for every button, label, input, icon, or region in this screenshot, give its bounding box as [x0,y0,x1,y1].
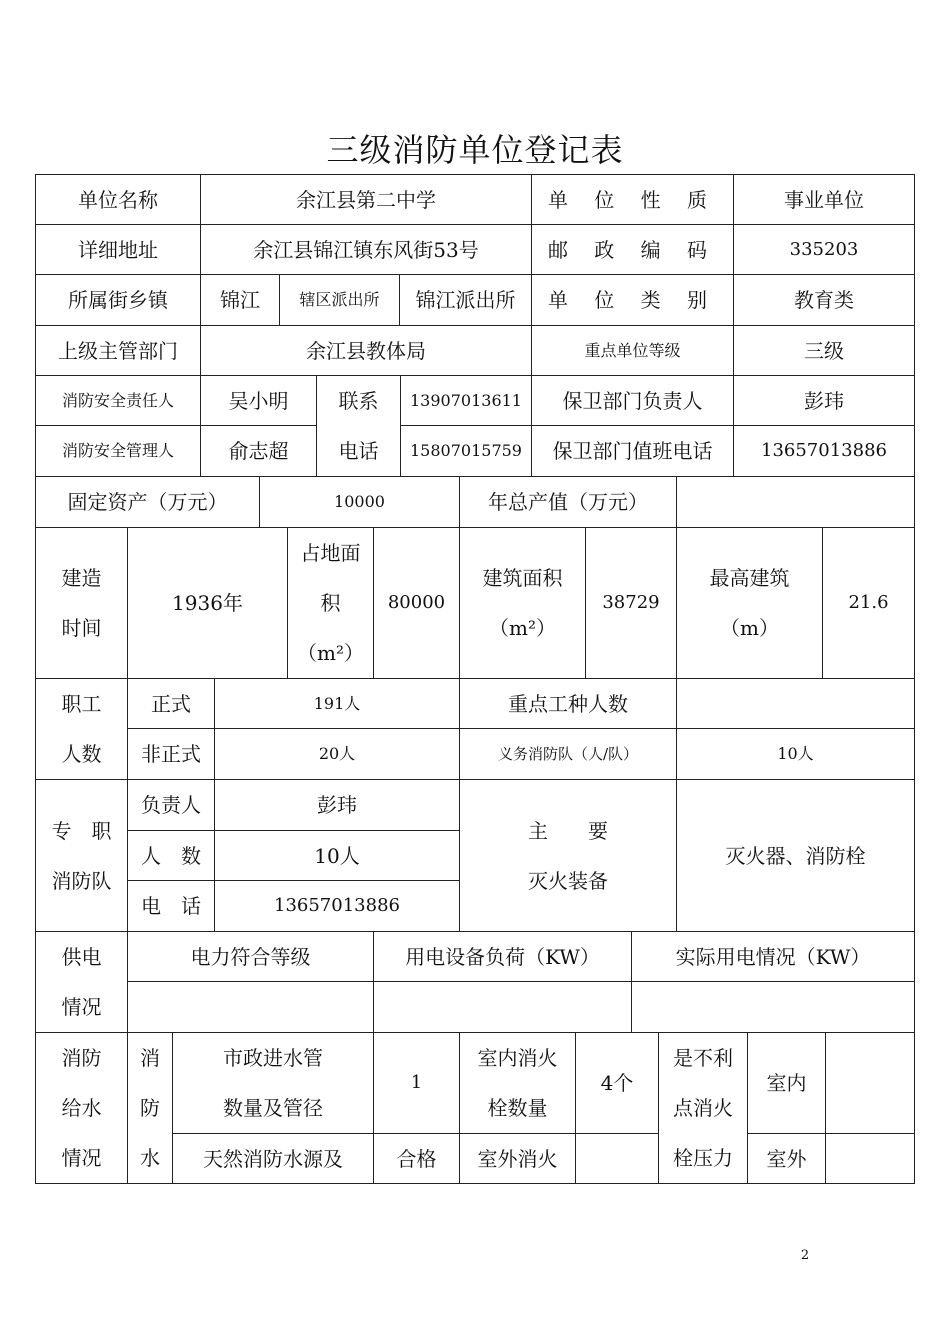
unit-type-value: 教育类 [733,274,915,326]
informal-label: 非正式 [127,728,215,780]
indoor-hydrant-label: 室内消火 栓数量 [459,1032,576,1134]
pressure-label: 是不利 点消火 栓压力 [658,1032,748,1184]
pipe-value: 1 [373,1032,460,1134]
team-count-value: 10人 [214,830,460,881]
police-value: 锦江派出所 [399,274,532,326]
team-label: 专 职 消防队 [35,779,128,932]
outdoor-hydrant-value [575,1133,659,1184]
team-phone-value: 13657013886 [214,880,460,932]
outdoor-label: 室外 [747,1133,826,1184]
staff-label: 职工 人数 [35,678,128,780]
postcode-value: 335203 [733,224,915,275]
postcode-label: 邮 政 编 码 [531,224,734,275]
formal-value: 191人 [214,678,460,729]
team-head-label: 负责人 [127,779,215,831]
fixed-assets-label: 固定资产（万元） [35,476,260,528]
annual-output-value [676,476,915,528]
natural-label: 天然消防水源及 [172,1133,374,1184]
power-load-value [373,981,632,1033]
land-area-value: 80000 [373,527,460,679]
power-actual-label: 实际用电情况（KW） [631,931,915,982]
land-area-label: 占地面 积 （m²） [287,527,374,679]
address-label: 详细地址 [35,224,201,275]
key-workers-label: 重点工种人数 [459,678,677,729]
formal-label: 正式 [127,678,215,729]
pipe-label: 市政进水管 数量及管径 [172,1032,374,1134]
annual-output-label: 年总产值（万元） [459,476,677,528]
outdoor-pressure-value [825,1133,915,1184]
address-value: 余江县锦江镇东风街53号 [200,224,532,275]
safety-mgr-label: 消防安全管理人 [35,425,201,477]
security-head-label: 保卫部门负责人 [531,375,734,426]
superior-value: 余江县教体局 [200,325,532,376]
safety-mgr-value: 俞志超 [200,425,317,477]
unit-type-label: 单 位 类 别 [531,274,734,326]
equipment-label: 主 要 灭火装备 [459,779,677,932]
volunteer-value: 10人 [676,728,915,780]
team-head-value: 彭玮 [214,779,460,831]
unit-name-label: 单位名称 [35,174,201,225]
indoor-pressure-value [825,1032,915,1134]
max-height-label: 最高建筑 （m） [676,527,823,679]
fixed-assets-value: 10000 [259,476,460,528]
contact-phone-label: 联系 电话 [316,375,401,477]
page-title: 三级消防单位登记表 [326,131,624,169]
police-label: 辖区派出所 [279,274,400,326]
indoor-label: 室内 [747,1032,826,1134]
floor-area-value: 38729 [585,527,677,679]
town-label: 所属街乡镇 [35,274,201,326]
registration-table [35,174,915,1184]
water-label: 消防 给水 情况 [35,1032,128,1184]
equipment-value: 灭火器、消防栓 [676,779,915,932]
team-phone-label: 电 话 [127,880,215,932]
key-level-value: 三级 [733,325,915,376]
informal-value: 20人 [214,728,460,780]
indoor-hydrant-value: 4个 [575,1032,659,1134]
superior-label: 上级主管部门 [35,325,201,376]
security-head-value: 彭玮 [733,375,915,426]
water-sub-label: 消 防 水 [127,1032,173,1184]
key-workers-value [676,678,915,729]
build-time-label: 建造 时间 [35,527,128,679]
page-number: 2 [800,1248,810,1263]
unit-nature-value: 事业单位 [733,174,915,225]
volunteer-label: 义务消防队（人/队） [459,728,677,780]
security-duty-label: 保卫部门值班电话 [531,425,734,477]
max-height-value: 21.6 [822,527,915,679]
team-count-label: 人 数 [127,830,215,881]
safety-resp-label: 消防安全责任人 [35,375,201,426]
floor-area-label: 建筑面积 （m²） [459,527,586,679]
security-duty-phone: 13657013886 [733,425,915,477]
safety-resp-value: 吴小明 [200,375,317,426]
safety-resp-phone: 13907013611 [400,375,532,426]
unit-name-value: 余江县第二中学 [200,174,532,225]
unit-nature-label: 单 位 性 质 [531,174,734,225]
key-level-label: 重点单位等级 [531,325,734,376]
power-grade-label: 电力符合等级 [127,931,374,982]
natural-value: 合格 [373,1133,460,1184]
outdoor-hydrant-label: 室外消火 [459,1133,576,1184]
power-actual-value [631,981,915,1033]
power-grade-value [127,981,374,1033]
power-load-label: 用电设备负荷（KW） [373,931,632,982]
power-label: 供电 情况 [35,931,128,1033]
town-value: 锦江 [200,274,280,326]
build-time-value: 1936年 [127,527,288,679]
safety-mgr-phone: 15807015759 [400,425,532,477]
